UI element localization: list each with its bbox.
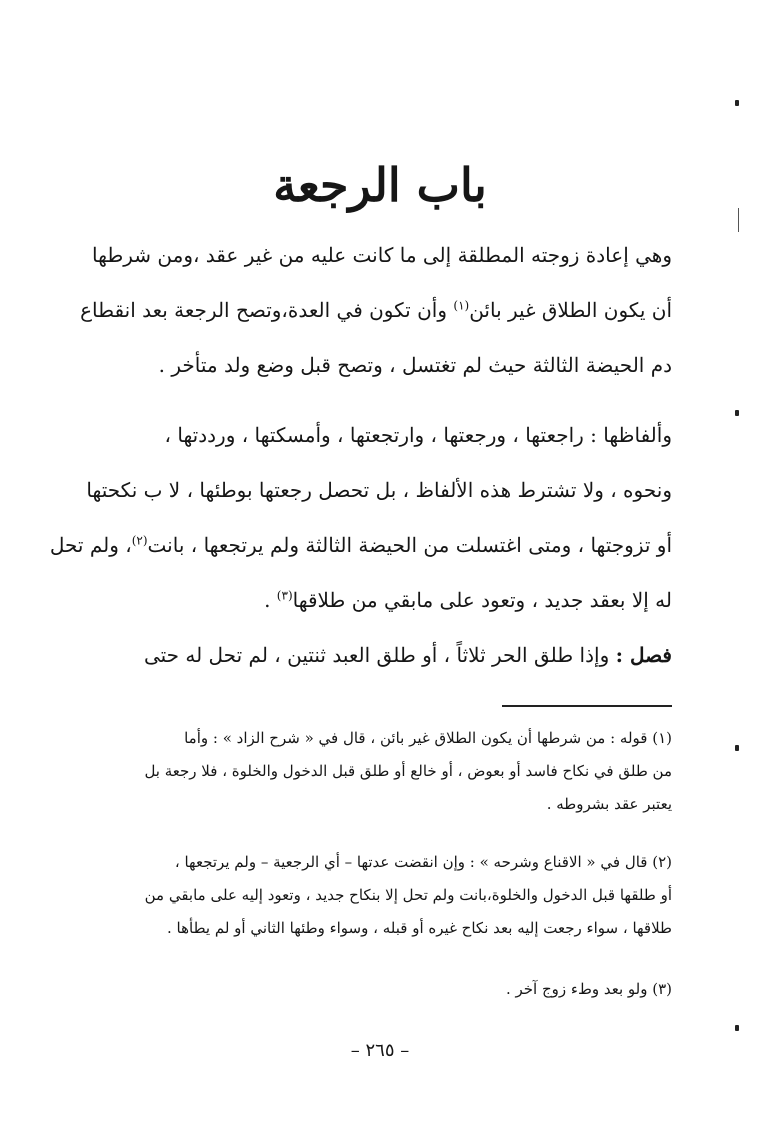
footnote-line: (١) قوله : من شرطها أن يكون الطلاق غير بائن ، قال في « شرح الزاد » : وأما (184, 729, 672, 747)
margin-mark (735, 410, 739, 416)
footnote-2 (70, 846, 672, 945)
footnote-divider (502, 705, 672, 707)
text-line (70, 628, 672, 683)
footnote-line: أو طلقها قبل الدخول والخلوة،بانت ولم تحل إلا بنكاح جديد ، وتعود إليه على مابقي من (144, 886, 672, 904)
footnote-ref-3[interactable]: (٣) (276, 588, 293, 603)
text-segment: . (264, 588, 271, 612)
text-line: وهي إعادة زوجته المطلقة إلى ما كانت عليه من غير عقد ،ومن شرطها (92, 243, 672, 267)
text-segment: أو تزوجتها ، ومتى اغتسلت من الحيضة الثالثة ولم يرتجعها ، بانت (147, 533, 672, 557)
text-segment: ، ولم تحل (49, 533, 132, 557)
text-line: ونحوه ، ولا تشترط هذه الألفاظ ، بل تحصل رجعتها بوطئها ، لا ب نكحتها (86, 478, 672, 502)
text-line: دم الحيضة الثالثة حيث لم تغتسل ، وتصح قبل وضع ولد متأخر . (158, 353, 672, 377)
page-number: – ٢٦٥ – (350, 1040, 410, 1061)
margin-mark (735, 100, 739, 106)
text-line (49, 518, 672, 573)
footnote-line: (٣) ولو بعد وطء زوج آخر . (505, 980, 672, 998)
paragraph-section (70, 628, 672, 683)
footnote-ref-2[interactable]: (٢) (131, 533, 148, 548)
text-segment: وإذا طلق الحر ثلاثاً ، أو طلق العبد ثنتين ، لم تحل له حتى (143, 643, 610, 667)
margin-mark (735, 1025, 739, 1031)
paragraph-wording (49, 408, 672, 628)
footnote-line: يعتبر عقد بشروطه . (546, 795, 672, 813)
margin-mark (735, 745, 739, 751)
footnote-line: طلاقها ، سواء رجعت إليه بعد نكاح غيره أو قبله ، وسواء وطئها الثاني أو لم يطأها . (167, 919, 672, 937)
section-lead: فصل : (615, 643, 672, 667)
footnote-1 (70, 722, 672, 821)
footnote-3 (70, 973, 672, 1006)
text-line (70, 573, 672, 628)
text-segment: وأن تكون في العدة،وتصح الرجعة بعد انقطاع (80, 298, 448, 322)
text-line (70, 283, 672, 338)
paragraph-definition (70, 228, 672, 393)
footnote-line: من طلق في نكاح فاسد أو بعوض ، أو خالع أو طلق قبل الدخول والخلوة ، فلا رجعة بل (144, 762, 672, 780)
footnote-line: (٢) قال في « الاقناع وشرحه » : وإن انقضت عدتها – أي الرجعية – ولم يرتجعها ، (174, 853, 672, 871)
text-segment: أن يكون الطلاق غير بائن (469, 298, 672, 322)
footnote-ref-1[interactable]: (١) (453, 298, 470, 313)
chapter-title: باب الرجعة (273, 158, 487, 212)
text-segment: له إلا بعقد جديد ، وتعود على مابقي من طلاقها (292, 588, 672, 612)
text-line: وألفاظها : راجعتها ، ورجعتها ، وارتجعتها ، وأمسكتها ، ورددتها ، (164, 423, 672, 447)
